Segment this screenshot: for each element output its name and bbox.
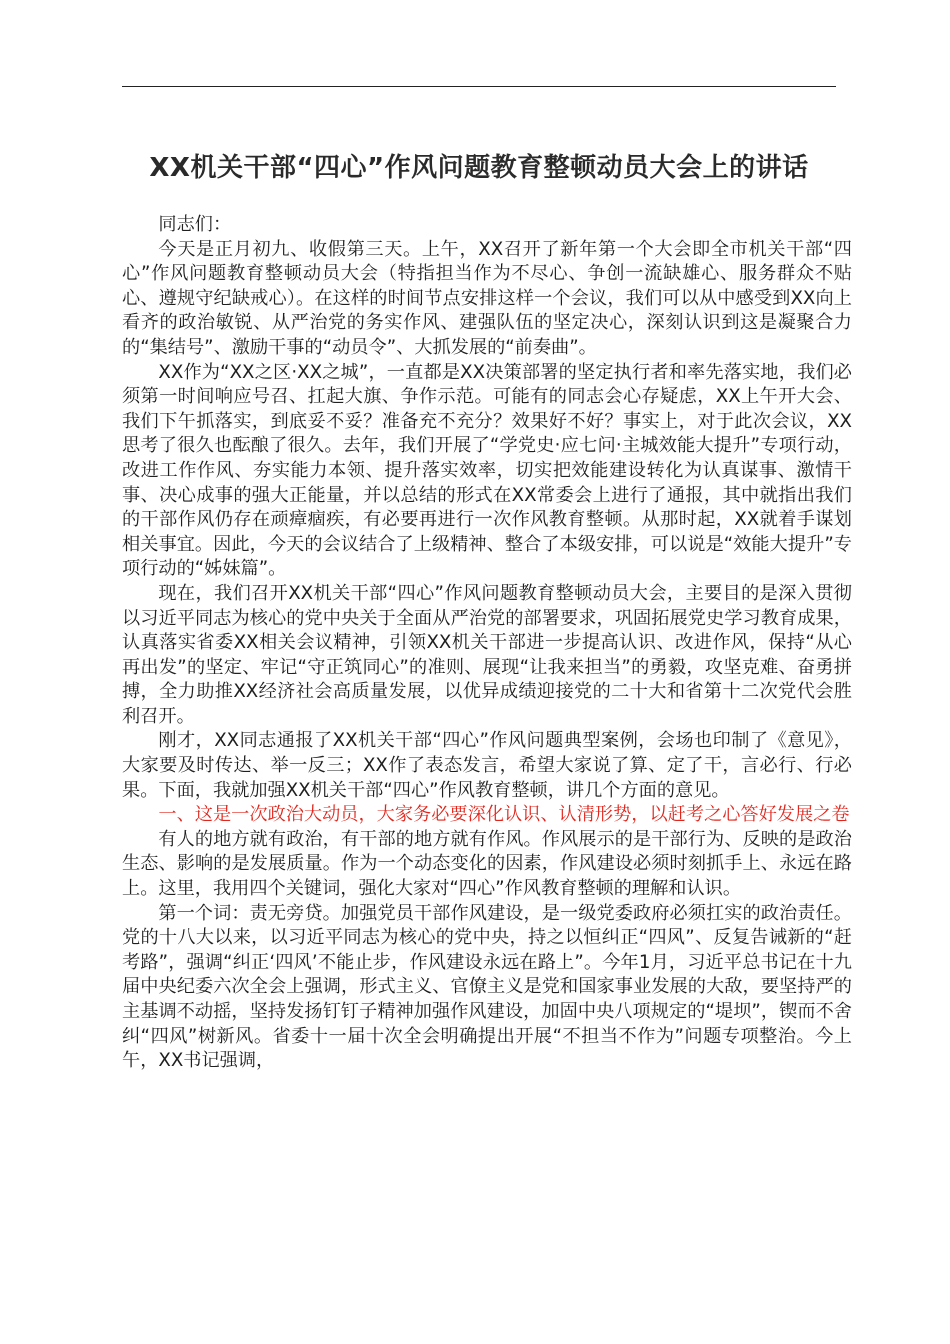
paragraph: 第一个词：责无旁贷。加强党员干部作风建设，是一级党委政府必须扛实的政治责任。党的十八大以来，以习近平同志为核心的党中央，持之以恒纠正“四风”、反复告诫新的“赶考路”，强调“纠正‘四风’不能止步，作风建设永远在路上”。今年1月，习近平总书记在十九届中央纪委六次全会上强调，形式主义、官僚主义是党和国家事业发展的大敌，要坚持严的主基调不动摇，坚持发扬钉钉子精神加强作风建设，加固中央八项规定的“堤坝”，锲而不舍纠“四风”树新风。省委十一届十次全会明确提出开展“不担当不作为”问题专项整治。今上午，XX书记强调， bbox=[122, 902, 852, 1072]
paragraph: XX作为“XX之区·XX之城”，一直都是XX决策部署的坚定执行者和率先落实地，我们必须第一时间响应号召、扛起大旗、争作示范。可能有的同志会心存疑虑，XX上午开大会、我们下午抓落实，到底妥不妥？准备充不充分？效果好不好？事实上，对于此次会议，XX思考了很久也酝酿了很久。去年，我们开展了“学党史·应七问·主城效能大提升”专项行动，改进工作作风、夯实能力本领、提升落实效率，切实把效能建设转化为认真谋事、激情干事、决心成事的强大正能量，并以总结的形式在XX常委会上进行了通报，其中就指出我们的干部作风仍存在顽瘴痼疾，有必要再进行一次作风教育整顿。从那时起，XX就着手谋划相关事宜。因此，今天的会议结合了上级精神、整合了本级安排，可以说是“效能大提升”专项行动的“姊妹篇”。 bbox=[122, 361, 852, 580]
paragraph: 有人的地方就有政治，有干部的地方就有作风。作风展示的是干部行为、反映的是政治生态、影响的是发展质量。作为一个动态变化的因素，作风建设必须时刻抓手上、永远在路上。这里，我用四个关键词，强化大家对“四心”作风教育整顿的理解和认识。 bbox=[122, 828, 852, 900]
section-heading: 一、这是一次政治大动员，大家务必要深化认识、认清形势，以赶考之心答好发展之卷 bbox=[158, 804, 850, 826]
salutation: 同志们： bbox=[158, 214, 232, 235]
document-title: XX机关干部“四心”作风问题教育整顿动员大会上的讲话 bbox=[149, 153, 809, 183]
header-rule bbox=[122, 86, 836, 87]
paragraph: 刚才，XX同志通报了XX机关干部“四心”作风问题典型案例，会场也印制了《意见》，大家要及时传达、举一反三；XX作了表态发言，希望大家说了算、定了干，言必行、行必果。下面，我就加强XX机关干部“四心”作风教育整顿，讲几个方面的意见。 bbox=[122, 730, 852, 801]
document-body bbox=[122, 213, 852, 1074]
paragraph: 今天是正月初九、收假第三天。上午，XX召开了新年第一个大会即全市机关干部“四心”作风问题教育整顿动员大会（特指担当作为不尽心、争创一流缺雄心、服务群众不贴心、遵规守纪缺戒心）。在这样的时间节点安排这样一个会议，我们可以从中感受到XX向上看齐的政治敏锐、从严治党的务实作风、建强队伍的坚定决心，深刻认识到这是凝聚合力的“集结号”、激励干事的“动员令”、大抓发展的“前奏曲”。 bbox=[122, 238, 852, 358]
paragraph: 现在，我们召开XX机关干部“四心”作风问题教育整顿动员大会，主要目的是深入贯彻以习近平同志为核心的党中央关于全面从严治党的部署要求，巩固拓展党史学习教育成果，认真落实省委XX相关会议精神，引领XX机关干部进一步提高认识、改进作风，保持“从心再出发”的坚定、牢记“守正筑同心”的准则、展现“让我来担当”的勇毅，攻坚克难、奋勇拼搏，全力助推XX经济社会高质量发展，以优异成绩迎接党的二十大和省第十二次党代会胜利召开。 bbox=[122, 582, 852, 727]
